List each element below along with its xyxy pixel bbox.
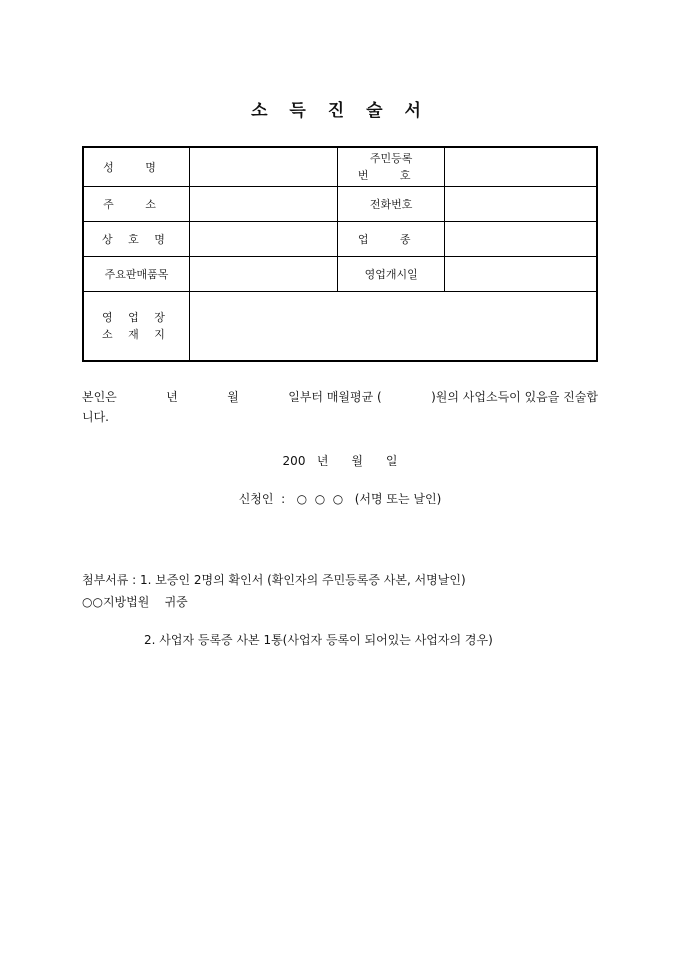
industry-label: 업 종 (338, 222, 444, 257)
location-label-line1: 영 업 장 (102, 311, 171, 324)
rrn-field[interactable] (444, 147, 597, 187)
main-products-field[interactable] (189, 257, 338, 292)
table-row (83, 257, 597, 292)
name-label: 성 명 (83, 147, 189, 187)
statement-year: 년 (166, 390, 178, 404)
rrn-label-line2: 번 호 (357, 169, 425, 182)
attachment-item-1 (82, 570, 493, 590)
phone-field[interactable] (444, 187, 597, 222)
statement (82, 387, 598, 427)
statement-income: )원의 사업소득이 있음을 진술합 (431, 390, 598, 404)
document-title: 소 득 진 술 서 (251, 101, 429, 121)
rrn-label (338, 147, 444, 187)
table-row (83, 147, 597, 187)
business-name-label: 상 호 명 (83, 222, 189, 257)
attachments-label: 첨부서류 : (82, 573, 141, 587)
table-row (83, 292, 597, 362)
name-field[interactable] (189, 147, 338, 187)
table-row (83, 187, 597, 222)
attachment-text-1: 1. 보증인 2명의 확인서 (확인자의 주민등록증 사본, 서명날인) (140, 573, 466, 587)
location-field[interactable] (189, 292, 597, 362)
addressee: ○○지방법원 귀중 (82, 595, 188, 609)
statement-month: 월 (227, 390, 239, 404)
info-table (82, 146, 598, 362)
statement-self: 본인은 (82, 390, 117, 404)
applicant-line: 신청인 : ○ ○ ○ (서명 또는 날인) (238, 492, 442, 506)
phone-label: 전화번호 (338, 187, 444, 222)
address-label: 주 소 (83, 187, 189, 222)
table-row (83, 222, 597, 257)
statement-line2: 니다. (82, 410, 109, 424)
attachment-item-2: 2. 사업자 등록증 사본 1통(사업자 등록이 되어있는 사업자의 경우) (144, 633, 493, 647)
statement-since: 일부터 매월평균 ( (288, 390, 382, 404)
business-start-label: 영업개시일 (338, 257, 444, 292)
location-label-line2: 소 재 지 (102, 328, 171, 341)
address-field[interactable] (189, 187, 338, 222)
rrn-label-line1: 주민등록 (369, 152, 413, 165)
main-products-label: 주요판매품목 (83, 257, 189, 292)
statement-line1 (82, 387, 598, 407)
industry-field[interactable] (444, 222, 597, 257)
business-start-field[interactable] (444, 257, 597, 292)
location-label (83, 292, 189, 362)
date-line: 200 년 월 일 (282, 454, 398, 468)
business-name-field[interactable] (189, 222, 338, 257)
